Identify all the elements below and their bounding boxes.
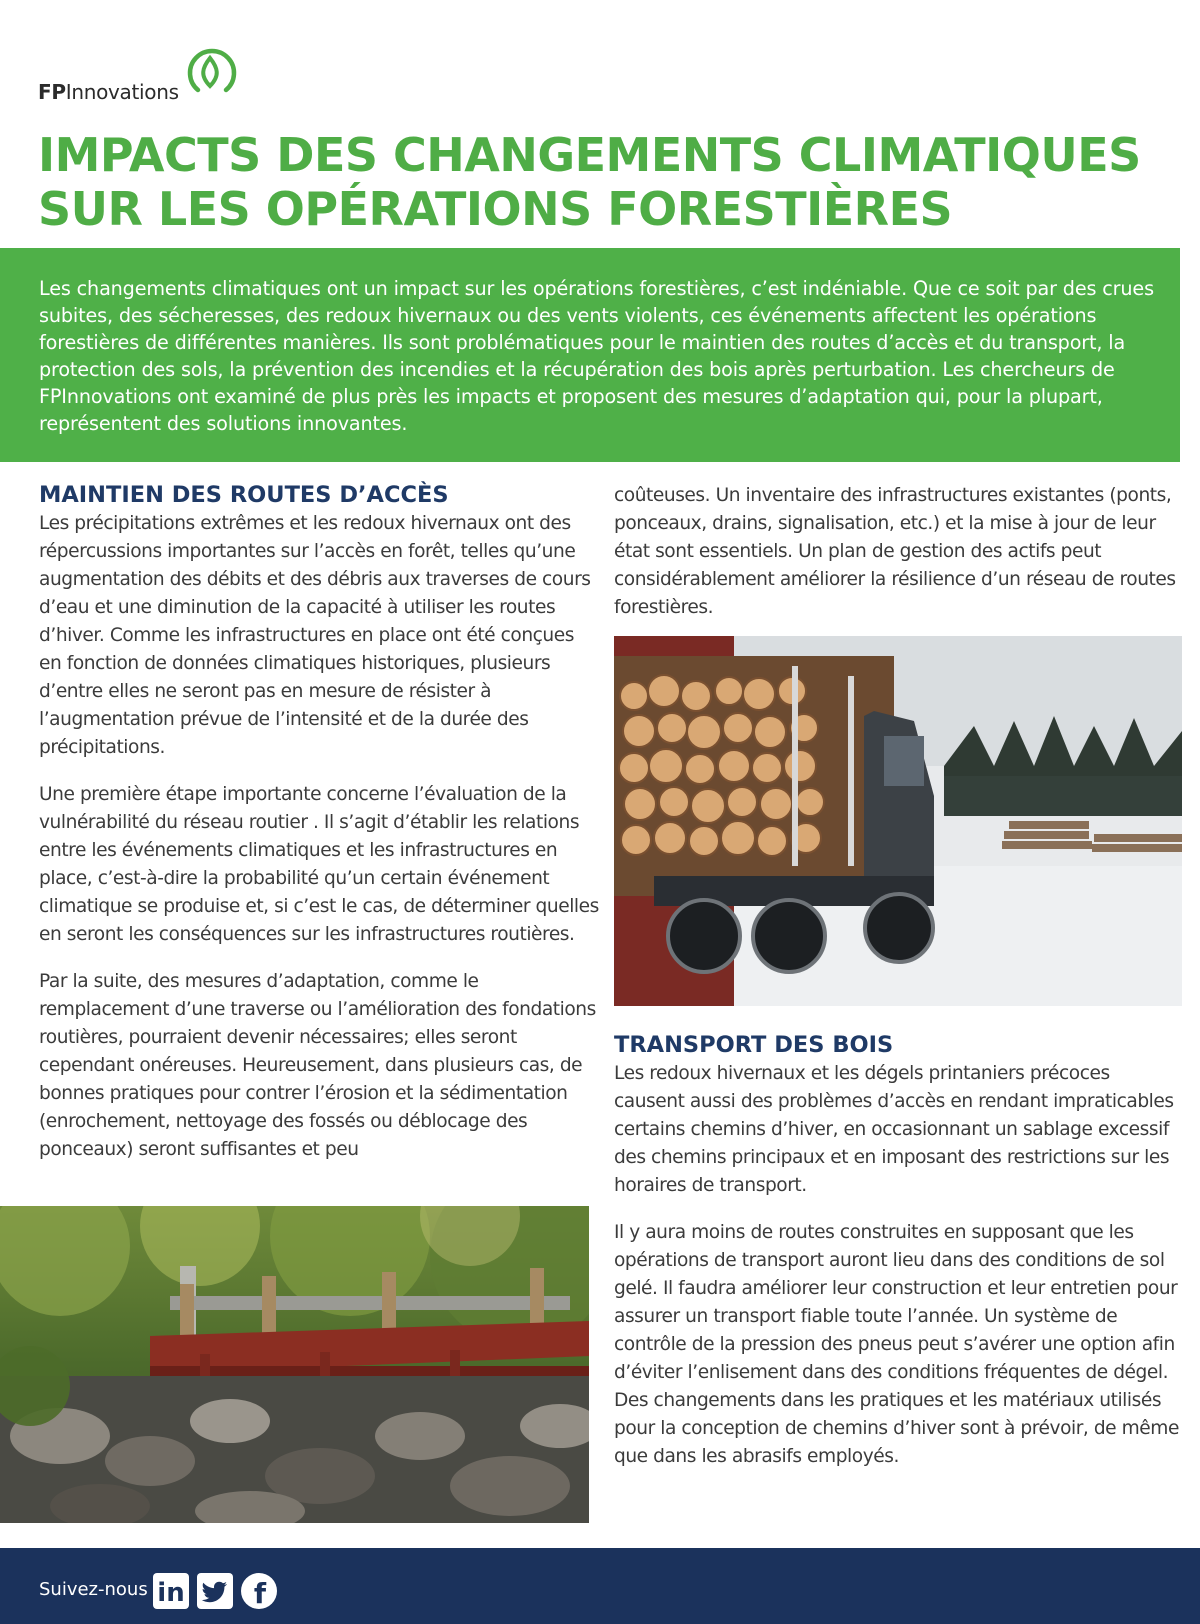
brand-logo bbox=[38, 44, 238, 106]
paragraph-routes-1: Les précipitations extrêmes et les redoux hivernaux ont des répercussions importantes sur l’accès en forêt, telles qu’une augmentation des débits et des débris aux traverses de cours d’eau et une diminution de la capacité à utiliser les routes d’hiver. Comme les infrastructures en place ont été conçues en fonction de données climatiques historiques, plusieurs d’entre elles ne seront pas en mesure de résister à l’augmentation prévue de l’intensité et de la durée des précipitations. bbox=[39, 513, 591, 758]
linkedin-icon[interactable] bbox=[153, 1573, 189, 1609]
section-heading-transport: TRANSPORT DES BOIS bbox=[614, 1032, 894, 1058]
facebook-icon[interactable] bbox=[241, 1573, 277, 1609]
svg-text:in: in bbox=[157, 1578, 185, 1608]
paragraph-routes-2: Une première étape importante concerne l’évaluation de la vulnérabilité du réseau routier . Il s’agit d’établir les relations entre les événements climatiques et les infrastructures en place, c’est-à-dire la probabilité qu’un certain événement climatique se produise et, si c’est le cas, de déterminer quelles en seront les conséquences sur les infrastructures routières. bbox=[39, 784, 599, 945]
intro-text: Les changements climatiques ont un impact sur les opérations forestières, c’est indéniable. Que ce soit par des crues subites, des sécheresses, des redoux hivernaux ou des vents violents, ces événements affectent les opérations forestières de différentes manières. Ils sont problématiques pour le maintien des routes d’accès et du transport, la protection des sols, la prévention des incendies et la récupération des bois après perturbation. Les chercheurs de FPInnovations ont examiné de plus près les impacts et proposent des mesures d’adaptation qui, pour la plupart, représentent des solutions innovantes. bbox=[39, 277, 1154, 435]
svg-text:f: f bbox=[253, 1577, 267, 1609]
left-column bbox=[39, 480, 599, 1164]
page-title bbox=[38, 128, 1168, 236]
twitter-icon[interactable] bbox=[197, 1573, 233, 1609]
right-column bbox=[614, 482, 1184, 622]
follow-us-label: Suivez-nous bbox=[39, 1579, 148, 1600]
paragraph-transport-1: Les redoux hivernaux et les dégels printaniers précoces causent aussi des problèmes d’accès en rendant impraticables certains chemins d’hiver, en occasionnant un sablage excessif des chemins principaux et en imposant des restrictions sur les horaires de transport. bbox=[614, 1063, 1174, 1196]
title-line-2: SUR LES OPÉRATIONS FORESTIÈRES bbox=[38, 182, 953, 236]
logo-wordmark: FPInnovations bbox=[38, 80, 179, 104]
footer bbox=[0, 1548, 1200, 1624]
title-line-1: IMPACTS DES CHANGEMENTS CLIMATIQUES bbox=[38, 128, 1141, 182]
paragraph-transport-2: Il y aura moins de routes construites en supposant que les opérations de transport auront lieu dans des conditions de sol gelé. Il faudra améliorer leur construction et leur entretien pour assurer un transport fiable toute l’année. Un système de contrôle de la pression des pneus peut s’avérer une option afin d’éviter l’enlisement dans des conditions fréquentes de dégel. Des changements dans les pratiques et les matériaux utilisés pour la conception de chemins d’hiver sont à prévoir, de même que dans les abrasifs employés. bbox=[614, 1222, 1179, 1467]
paragraph-routes-3: Par la suite, des mesures d’adaptation, comme le remplacement d’une traverse ou l’amélioration des fondations routières, pourraient devenir nécessaires; elles seront cependant onéreuses. Heureusement, dans plusieurs cas, de bonnes pratiques pour contrer l’érosion et la sédimentation (enrochement, nettoyage des fossés ou déblocage des ponceaux) seront suffisantes et peu bbox=[39, 971, 596, 1160]
forest-bridge-photo bbox=[0, 1206, 589, 1523]
transport-section bbox=[614, 1030, 1184, 1471]
paragraph-routes-3-continued: coûteuses. Un inventaire des infrastructures existantes (ponts, ponceaux, drains, signalisation, etc.) et la mise à jour de leur état sont essentiels. Un plan de gestion des actifs peut considérablement améliorer la résilience d’un réseau de routes forestières. bbox=[614, 485, 1176, 618]
section-heading-routes: MAINTIEN DES ROUTES D’ACCÈS bbox=[39, 482, 449, 508]
intro-banner bbox=[0, 248, 1180, 462]
log-truck-photo bbox=[614, 636, 1182, 1006]
leaf-icon bbox=[182, 44, 238, 100]
